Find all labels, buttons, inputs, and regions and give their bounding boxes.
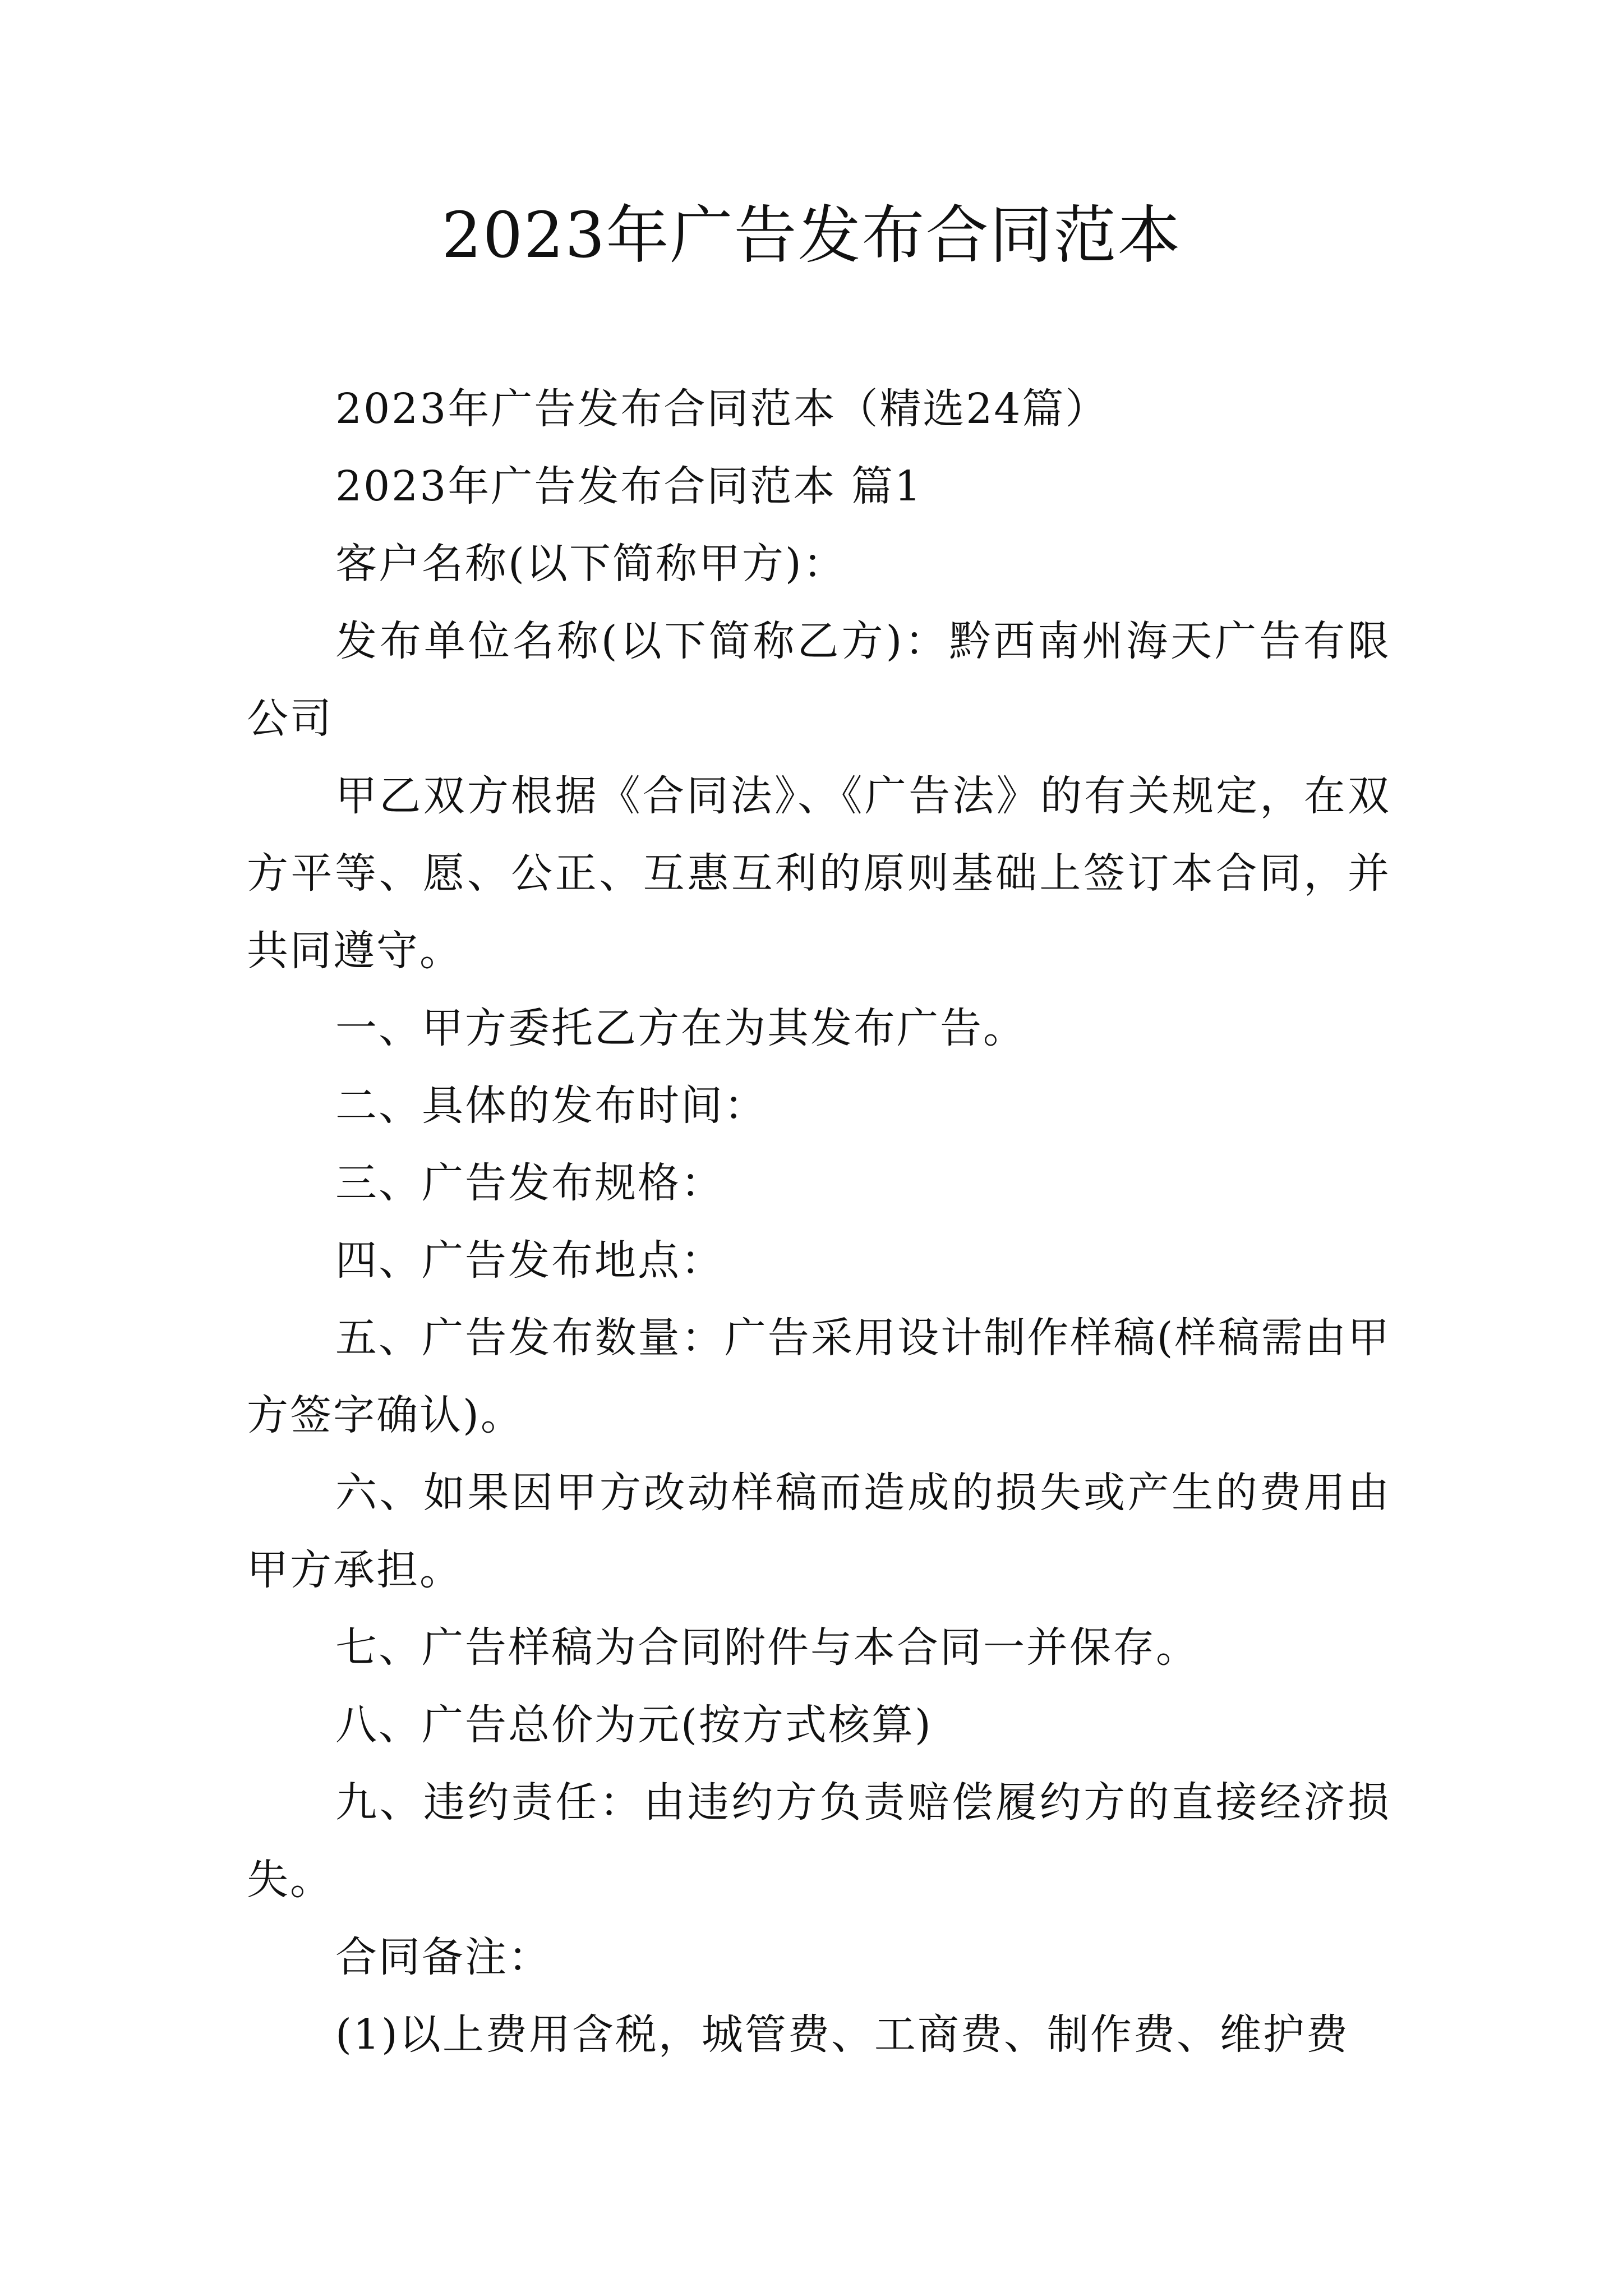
paragraph-clause-6: 六、如果因甲方改动样稿而造成的损失或产生的费用由甲方承担。 [247, 1469, 1391, 1594]
paragraph-publisher-name: 发布单位名称(以下简称乙方)：黔西南州海天广告有限公司 [247, 617, 1391, 743]
paragraph-clause-1: 一、甲方委托乙方在为其发布广告。 [335, 1004, 1026, 1052]
paragraph-section-heading: 2023年广告发布合同范本 篇1 [335, 462, 923, 510]
document-title: 2023年广告发布合同范本 [441, 199, 1182, 272]
paragraph-clause-7: 七、广告样稿为合同附件与本合同一并保存。 [335, 1623, 1199, 1672]
paragraph-preamble: 甲乙双方根据《合同法》、《广告法》的有关规定，在双方平等、愿、公正、互惠互利的原则基础上签订本合同，并共同遵守。 [247, 772, 1391, 975]
paragraph-note-1: (1)以上费用含税，城管费、工商费、制作费、维护费 [335, 2010, 1349, 2059]
document-body [247, 370, 1391, 2073]
paragraph-clause-2: 二、具体的发布时间： [335, 1082, 767, 1130]
paragraph-subtitle: 2023年广告发布合同范本（精选24篇） [335, 385, 1109, 433]
paragraph-clause-8: 八、广告总价为元(按方式核算) [335, 1701, 933, 1749]
paragraph-client-name: 客户名称(以下简称甲方)： [335, 540, 846, 588]
paragraph-clause-5: 五、广告发布数量：广告采用设计制作样稿(样稿需由甲方签字确认)。 [247, 1314, 1391, 1439]
paragraph-notes-heading: 合同备注： [335, 1933, 551, 1981]
paragraph-clause-4: 四、广告发布地点： [335, 1236, 724, 1285]
paragraph-clause-3: 三、广告发布规格： [335, 1159, 724, 1207]
paragraph-clause-9: 九、违约责任：由违约方负责赔偿履约方的直接经济损失。 [247, 1778, 1391, 1904]
